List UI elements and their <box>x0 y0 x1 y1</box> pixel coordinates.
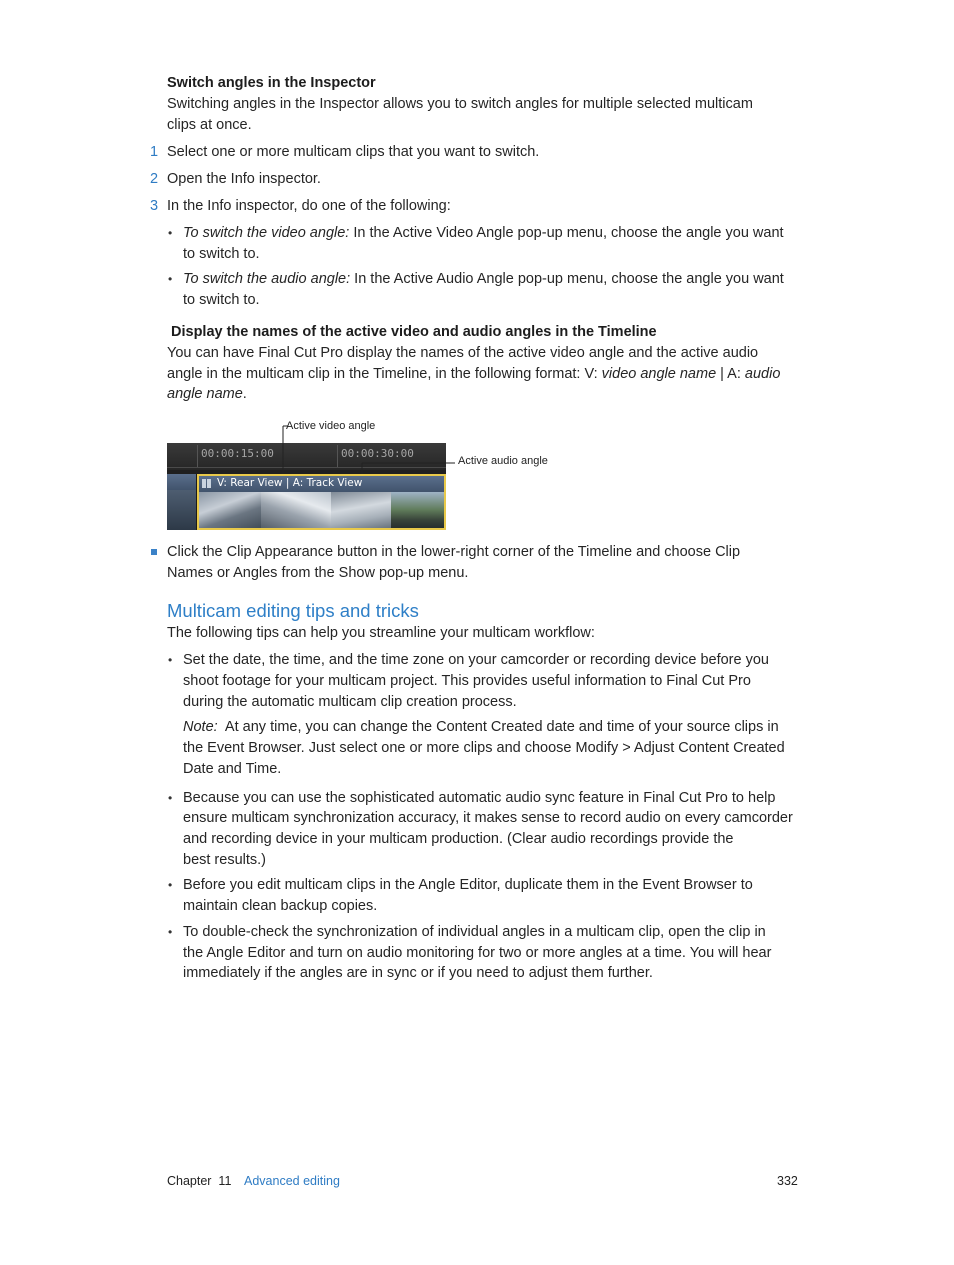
note-line-2: the Event Browser. Just select one or more clips and choose Modify > Adjust Content Created <box>183 740 785 756</box>
tip-1-line-3: during the automatic multicam clip creation process. <box>183 694 517 710</box>
clip-angle-name: V: Rear View | A: Track View <box>217 477 363 489</box>
callout-lines <box>0 0 954 600</box>
bullet-dot: • <box>168 791 173 805</box>
tip-4-line-2: the Angle Editor and turn on audio monitoring for two or more angles at a time. You will hear <box>183 945 772 961</box>
intro-line-2: clips at once. <box>167 117 252 133</box>
tip-4-line-3: immediately if the angles are in sync or if you need to adjust them further. <box>183 965 653 981</box>
note-line-3: Date and Time. <box>183 761 282 777</box>
tip-2-line-2: ensure multicam synchronization accuracy, it makes sense to record audio on every camcorder <box>183 810 793 826</box>
tip-3-line-1: Before you edit multicam clips in the Angle Editor, duplicate them in the Event Browser to <box>183 877 753 893</box>
bullet-dot: • <box>168 272 173 286</box>
tip-2-line-1: Because you can use the sophisticated automatic audio sync feature in Final Cut Pro to help <box>183 790 776 806</box>
tip-4-line-1: To double-check the synchronization of individual angles in a multicam clip, open the clip in <box>183 924 766 940</box>
tips-section-title: Multicam editing tips and tricks <box>167 600 419 621</box>
step-text-3: In the Info inspector, do one of the following: <box>167 198 451 214</box>
sub-bullet-audio-line-2: to switch to. <box>183 292 260 308</box>
tip-2-line-3: and recording device in your multicam production. (Clear audio recordings provide the <box>183 831 734 847</box>
tip-1-line-2: shoot footage for your multicam project. This provides useful information to Final Cut Pro <box>183 673 751 689</box>
bullet-dot: • <box>168 878 173 892</box>
tip-1-line-1: Set the date, the time, and the time zone on your camcorder or recording device before you <box>183 652 769 668</box>
clip-step-line-1: Click the Clip Appearance button in the lower-right corner of the Timeline and choose Clip <box>167 544 741 560</box>
note-line-1: Note: At any time, you can change the Content Created date and time of your source clips in <box>183 719 779 735</box>
tip-2-line-4: best results.) <box>183 852 266 868</box>
footer-chapter-link[interactable]: Advanced editing <box>244 1174 340 1188</box>
sub-bullet-video-line-2: to switch to. <box>183 246 260 262</box>
bullet-dot: • <box>168 653 173 667</box>
callout-active-audio-angle: Active audio angle <box>458 455 548 467</box>
tip-3-line-2: maintain clean backup copies. <box>183 898 378 914</box>
page-number: 332 <box>777 1174 798 1188</box>
display-names-line-2: angle in the multicam clip in the Timeline, in the following format: V: video angle name | A: audio <box>167 366 781 382</box>
footer-chapter: Chapter 11 <box>167 1174 232 1188</box>
step-text-1: Select one or more multicam clips that you want to switch. <box>167 144 540 160</box>
display-names-heading: Display the names of the active video and audio angles in the Timeline <box>171 324 657 340</box>
step-number-1: 1 <box>150 144 159 160</box>
bullet-dot: • <box>168 226 173 240</box>
square-bullet-icon <box>151 549 157 555</box>
display-names-line-3: angle name. <box>167 386 247 402</box>
bullet-dot: • <box>168 925 173 939</box>
clip-step-line-2: Names or Angles from the Show pop-up menu. <box>167 565 469 581</box>
timecode-label: 00:00:30:00 <box>341 447 414 460</box>
switch-inspector-heading: Switch angles in the Inspector <box>167 75 376 91</box>
step-text-2: Open the Info inspector. <box>167 171 321 187</box>
timecode-label: 00:00:15:00 <box>201 447 274 460</box>
callout-active-video-angle: Active video angle <box>286 420 376 432</box>
display-names-line-1: You can have Final Cut Pro display the names of the active video angle and the active audio <box>167 345 759 361</box>
tips-intro: The following tips can help you streamline your multicam workflow: <box>167 625 595 641</box>
step-number-3: 3 <box>150 198 159 214</box>
step-number-2: 2 <box>150 171 159 187</box>
sub-bullet-audio-line-1: To switch the audio angle: In the Active Audio Angle pop-up menu, choose the angle you want <box>183 271 784 287</box>
intro-line-1: Switching angles in the Inspector allows you to switch angles for multiple selected multicam <box>167 96 753 112</box>
sub-bullet-video-line-1: To switch the video angle: In the Active Video Angle pop-up menu, choose the angle you want <box>183 225 784 241</box>
